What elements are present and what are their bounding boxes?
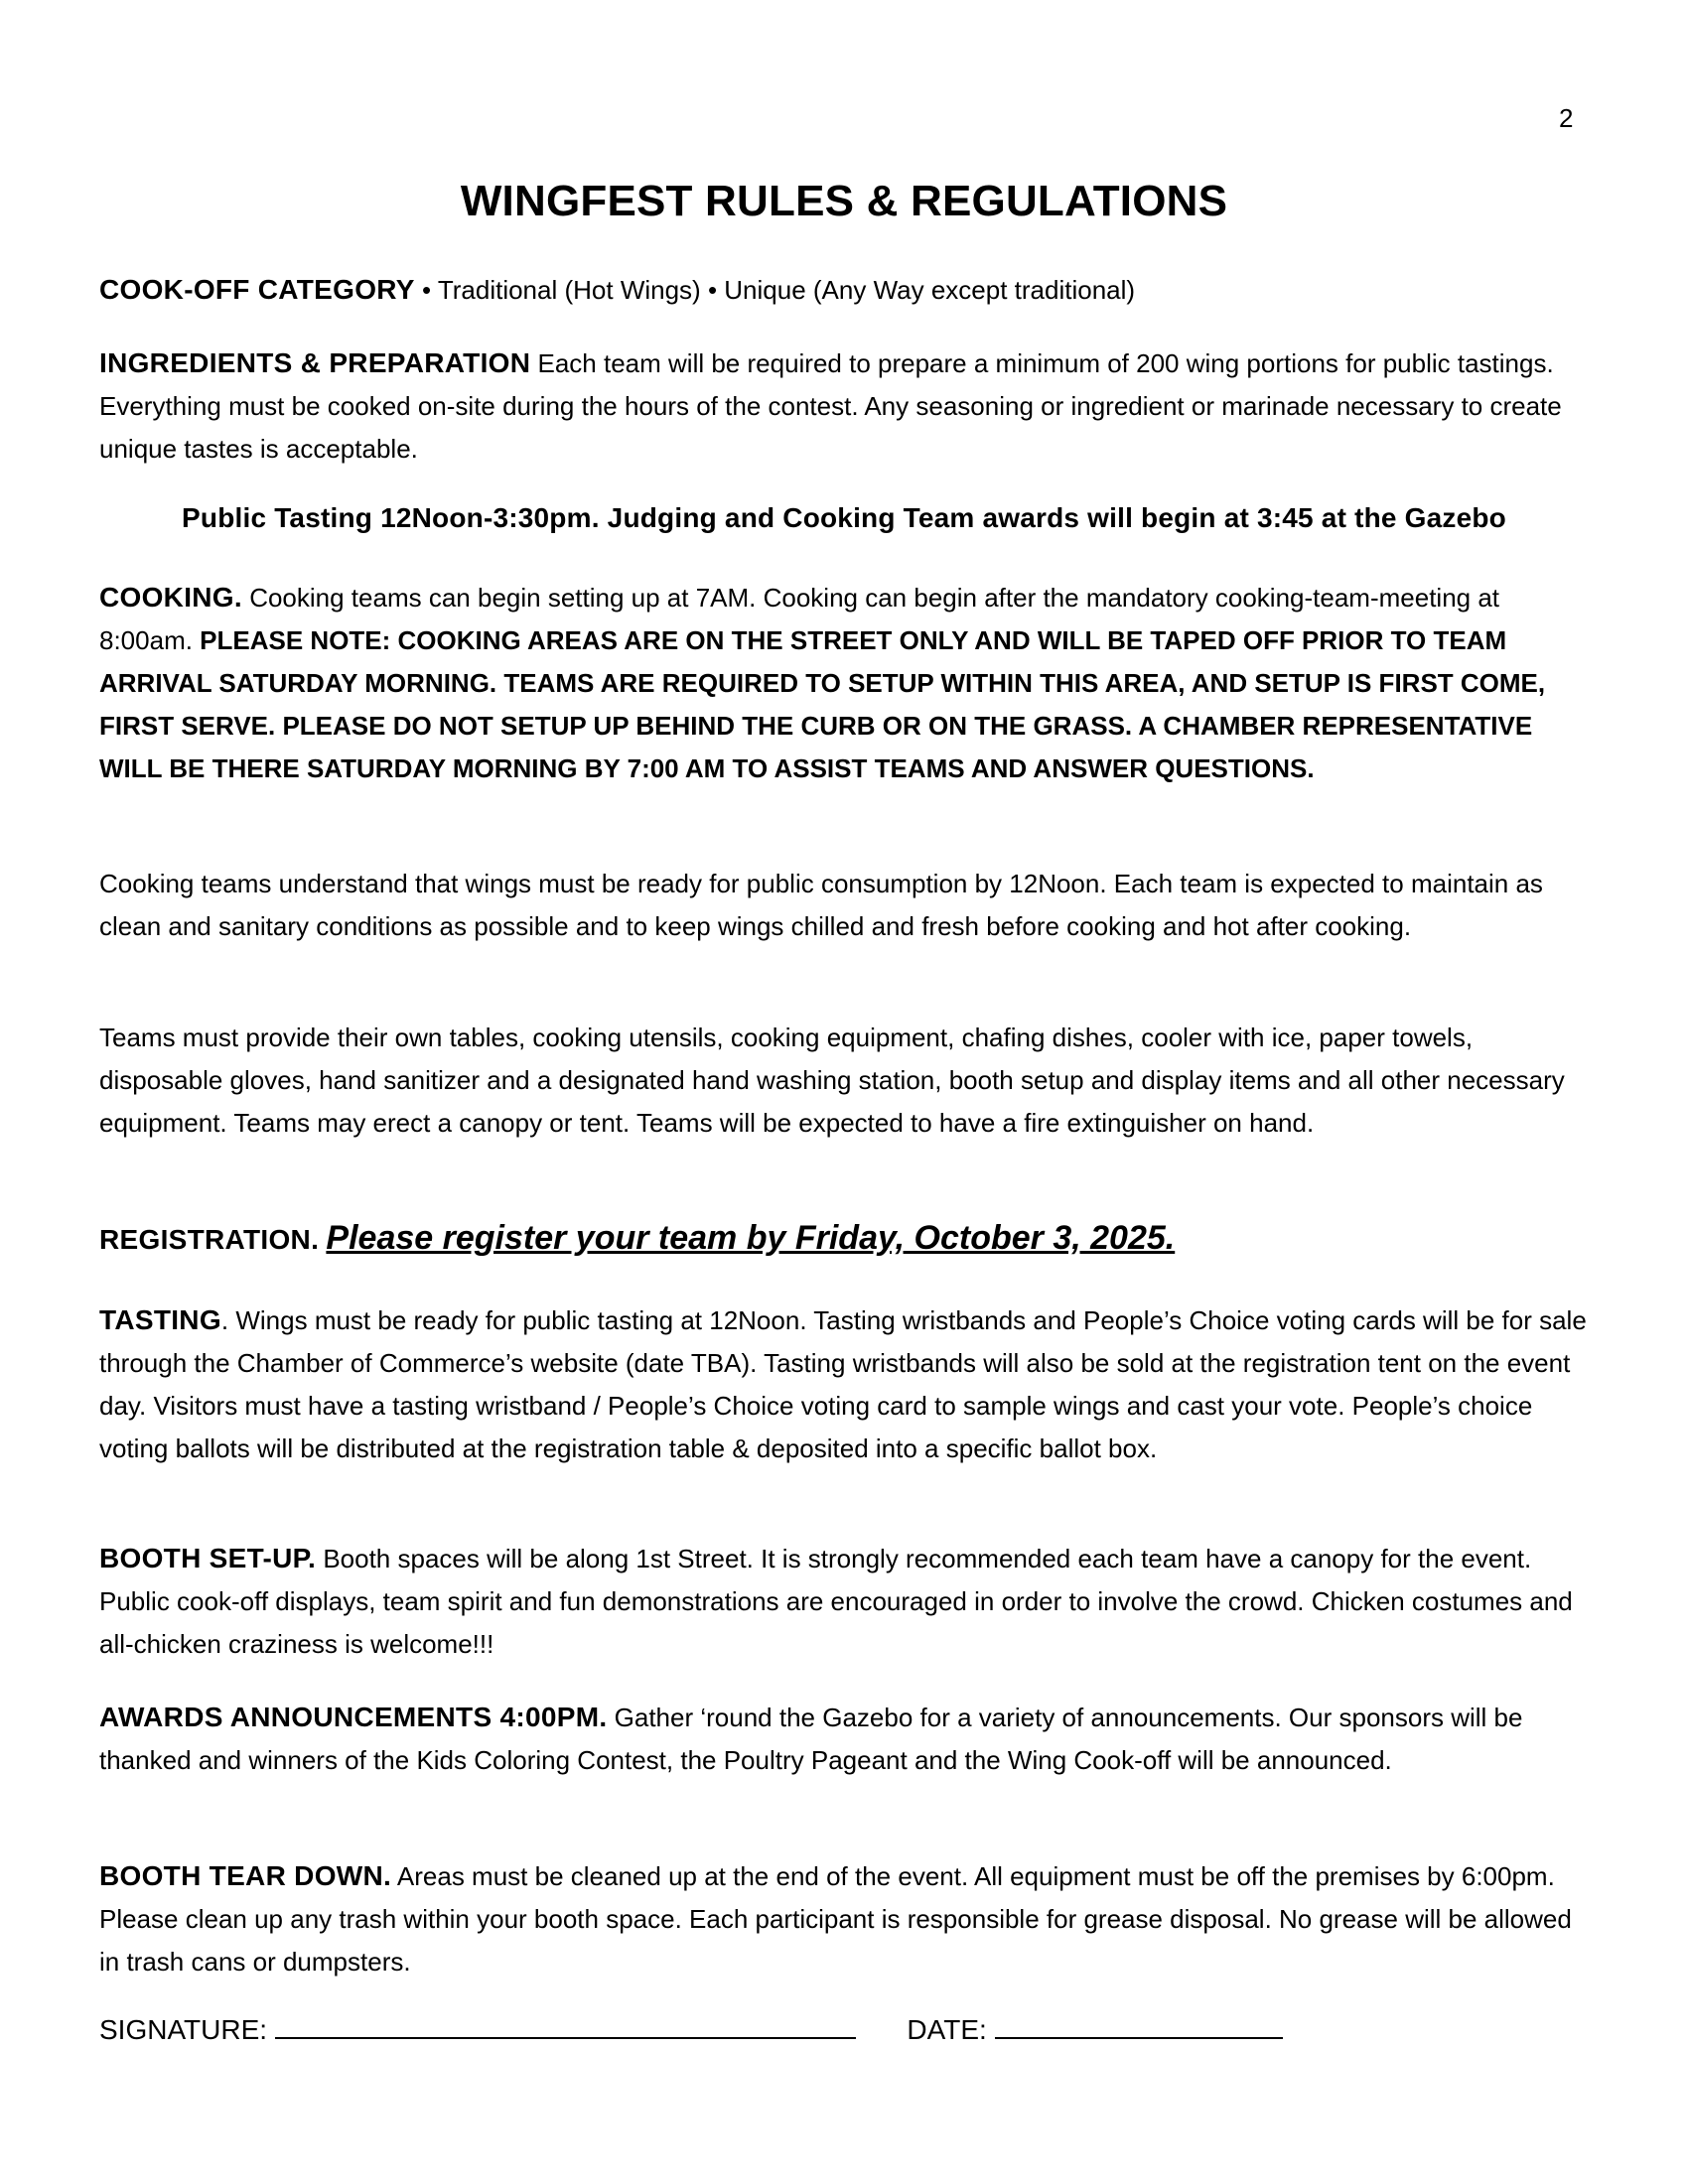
ingredients-section [99, 341, 1599, 471]
cooking-notice: PLEASE NOTE: COOKING AREAS ARE ON THE STREET ONLY AND WILL BE TAPED OFF PRIOR TO TEAM ARRIVAL SATURDAY MORNING. TEAMS ARE REQUIRED TO SETUP WITHIN THIS AREA, AND SETUP IS FIRST COME, FIRST SERVE. PLEASE DO NOT SETUP UP BEHIND THE CURB OR ON THE GRASS. A CHAMBER REPRESENTATIVE WILL BE THERE SATURDAY MORNING BY 7:00 AM TO ASSIST TEAMS AND ANSWER QUESTIONS. [99, 625, 1546, 783]
cookoff-text: • Traditional (Hot Wings) • Unique (Any Way except traditional) [414, 275, 1136, 305]
page-title: WINGFEST RULES & REGULATIONS [460, 177, 1228, 225]
cookoff-section [99, 268, 1599, 312]
cooking-section [99, 576, 1599, 790]
ingredients-heading: INGREDIENTS & PREPARATION [99, 347, 531, 378]
teardown-heading: BOOTH TEAR DOWN. [99, 1860, 392, 1891]
page-number: 2 [1559, 103, 1574, 133]
registration-section [99, 1213, 1599, 1265]
equipment-paragraph: Teams must provide their own tables, cooking utensils, cooking equipment, chafing dishes, cooler with ice, paper towels, disposable gloves, hand sanitizer and a designated hand washing station, booth setup and display items and all other necessary equipment. Teams may erect a canopy or tent. Teams will be expected to have a fire extinguisher on hand. [99, 1023, 1565, 1138]
tasting-schedule-note: Public Tasting 12Noon-3:30pm. Judging and Cooking Team awards will begin at 3:45 at the Gazebo [182, 502, 1506, 533]
tasting-section [99, 1298, 1599, 1470]
consumption-paragraph: Cooking teams understand that wings must be ready for public consumption by 12Noon. Each team is expected to maintain as clean and sanitary conditions as possible and to keep wings chilled and fresh before cooking and hot after cooking. [99, 869, 1543, 941]
tasting-text: . Wings must be ready for public tasting at 12Noon. Tasting wristbands and People’s Choice voting cards will be for sale through the Chamber of Commerce’s website (date TBA). Tasting wristbands will also be sold at the registration tent on the event day. Visitors must have a tasting wristband / People’s Choice voting card to sample wings and cast your vote. People’s choice voting ballots will be distributed at the registration table & deposited into a specific ballot box. [99, 1305, 1587, 1463]
date-line[interactable] [995, 2013, 1283, 2039]
awards-section [99, 1696, 1599, 1782]
awards-heading: AWARDS ANNOUNCEMENTS 4:00PM. [99, 1702, 608, 1732]
ingredients-text: Each team will be required to prepare a minimum of 200 wing portions for public tastings. Everything must be cooked on-site during the hours of the contest. Any seasoning or ingredient or marinade necessary to create unique tastes is acceptable. [99, 348, 1562, 464]
booth-setup-text: Booth spaces will be along 1st Street. It is strongly recommended each team have a canopy for the event. Public cook-off displays, team spirit and fun demonstrations are encouraged in order to involve the crowd. Chicken costumes and all-chicken craziness is welcome!!! [99, 1544, 1573, 1659]
date-label: DATE: [907, 2014, 987, 2045]
signature-line[interactable] [275, 2013, 856, 2039]
awards-text: Gather ‘round the Gazebo for a variety of announcements. Our sponsors will be thanked and winners of the Kids Coloring Contest, the Poultry Pageant and the Wing Cook-off will be announced. [99, 1703, 1523, 1775]
teardown-section [99, 1854, 1599, 1983]
signature-row [99, 2013, 1283, 2046]
booth-setup-heading: BOOTH SET-UP. [99, 1543, 317, 1573]
registration-deadline: Please register your team by Friday, October 3, 2025. [326, 1219, 1176, 1257]
booth-setup-section [99, 1537, 1599, 1666]
tasting-heading: TASTING [99, 1304, 221, 1335]
teardown-text: Areas must be cleaned up at the end of the event. All equipment must be off the premises by 6:00pm. Please clean up any trash within your booth space. Each participant is responsible for grease disposal. No grease will be allowed in trash cans or dumpsters. [99, 1861, 1572, 1977]
cooking-text: Cooking teams can begin setting up at 7AM. Cooking can begin after the mandatory cooking-team-meeting at 8:00am. [99, 583, 1500, 655]
cookoff-heading: COOK-OFF CATEGORY [99, 274, 415, 305]
signature-label: SIGNATURE: [99, 2014, 268, 2045]
cooking-heading: COOKING. [99, 582, 242, 613]
registration-heading: REGISTRATION. [99, 1224, 320, 1255]
